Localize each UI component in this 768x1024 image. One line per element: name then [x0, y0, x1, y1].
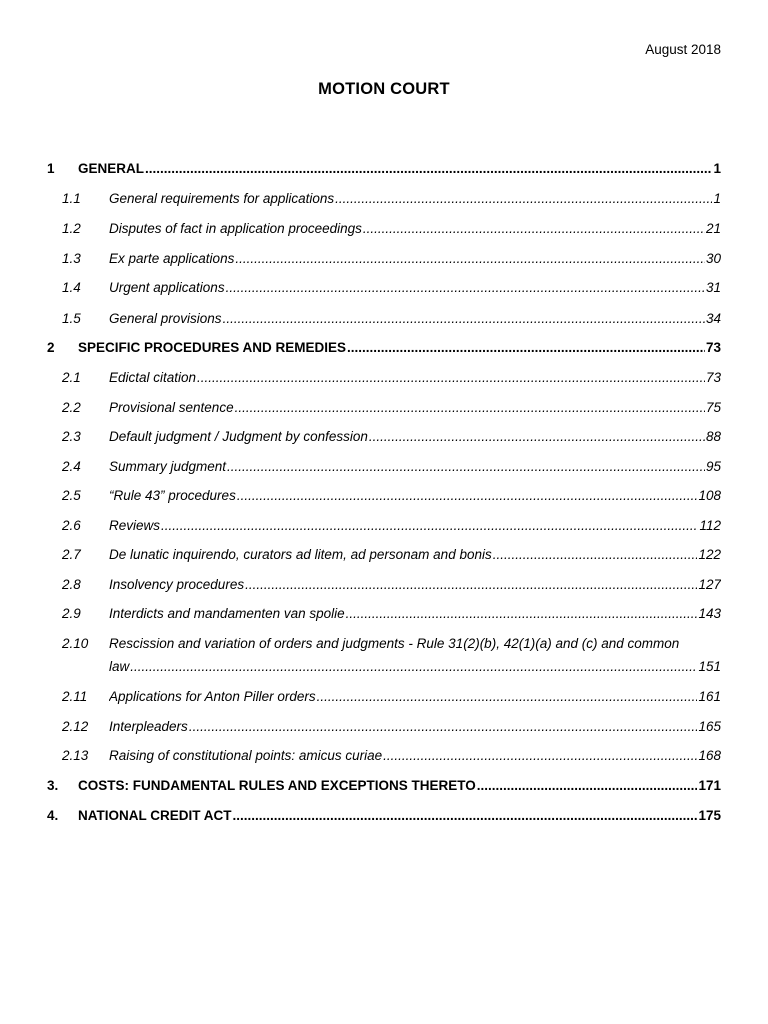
toc-entry-number: 2.8 — [62, 577, 81, 592]
toc-entry-number: 2.7 — [62, 547, 81, 562]
toc-entry-number: 2.2 — [62, 400, 81, 415]
toc-entry-title: Ex parte applications — [109, 251, 235, 266]
toc-entry-title: Reviews — [109, 518, 161, 533]
toc-dot-leader — [130, 659, 697, 675]
toc-dot-leader — [235, 400, 705, 416]
toc-page-number: 88 — [705, 429, 721, 444]
toc-entry-title: NATIONAL CREDIT ACT — [78, 808, 232, 823]
toc-dot-leader — [477, 778, 698, 794]
toc-entry-title: Default judgment / Judgment by confession — [109, 429, 368, 444]
toc-entry-number: 2.11 — [62, 689, 88, 704]
toc-entry-number: 3. — [47, 778, 59, 793]
toc-page-number: 175 — [698, 808, 721, 823]
toc-dot-leader — [233, 808, 698, 824]
toc-entry-number: 1.2 — [62, 221, 81, 236]
toc-entry-number: 1.4 — [62, 280, 81, 295]
document-title: MOTION COURT — [318, 80, 450, 98]
toc-page-number: 122 — [698, 547, 721, 562]
toc-entry-title: law — [109, 659, 130, 674]
toc-page-number: 165 — [698, 719, 721, 734]
toc-entry-title: “Rule 43” procedures — [109, 488, 236, 503]
toc-dot-leader — [189, 719, 698, 735]
toc-dot-leader — [145, 161, 712, 177]
toc-dot-leader — [197, 370, 705, 386]
toc-entry-text-line1: Rescission and variation of orders and judgments - Rule 31(2)(b), 42(1)(a) and (c) and common — [109, 636, 680, 651]
toc-dot-leader — [235, 251, 705, 267]
toc-entry-number: 2.12 — [62, 719, 89, 734]
toc-entry-title: COSTS: FUNDAMENTAL RULES AND EXCEPTIONS THERETO — [78, 778, 476, 793]
toc-page-number: 112 — [699, 518, 721, 533]
toc-page-number: 30 — [705, 251, 721, 266]
toc-page-number: 34 — [705, 311, 721, 326]
toc-entry-number: 1.5 — [62, 311, 81, 326]
toc-dot-leader — [317, 689, 698, 705]
toc-dot-leader — [161, 518, 698, 534]
toc-entry-title: Disputes of fact in application proceedings — [109, 221, 362, 236]
toc-entry-title: Summary judgment — [109, 459, 227, 474]
toc-page-number: 73 — [705, 370, 721, 385]
toc-page-number: 31 — [705, 280, 721, 295]
toc-entry-number: 2.5 — [62, 488, 81, 503]
toc-page-number: 1 — [713, 191, 721, 206]
toc-entry-number: 4. — [47, 808, 59, 823]
toc-page-number: 171 — [698, 778, 721, 793]
toc-entry-number: 2 — [47, 340, 55, 355]
toc-dot-leader — [363, 221, 705, 237]
toc-dot-leader — [245, 577, 697, 593]
toc-entry-number: 1 — [47, 161, 55, 176]
toc-page-number: 75 — [705, 400, 721, 415]
toc-entry-number: 1.1 — [62, 191, 81, 206]
toc-entry-title: Urgent applications — [109, 280, 225, 295]
toc-dot-leader — [347, 340, 705, 356]
toc-entry-number: 2.13 — [62, 748, 89, 763]
toc-page-number: 143 — [698, 606, 721, 621]
toc-page-number: 108 — [698, 488, 721, 503]
toc-dot-leader — [227, 459, 705, 475]
toc-entry-title: Interpleaders — [109, 719, 188, 734]
toc-page-number: 127 — [698, 577, 721, 592]
toc-entry-title: Applications for Anton Piller orders — [109, 689, 316, 704]
toc-entry-number: 2.9 — [62, 606, 81, 621]
toc-dot-leader — [493, 547, 698, 563]
toc-entry-title: GENERAL — [78, 161, 145, 176]
toc-entry-title: General provisions — [109, 311, 222, 326]
toc-entry-number: 1.3 — [62, 251, 81, 266]
toc-dot-leader — [237, 488, 698, 504]
toc-dot-leader — [369, 429, 705, 445]
toc-page-number: 161 — [698, 689, 721, 704]
toc-dot-leader — [223, 311, 705, 327]
toc-entry-title: Interdicts and mandamenten van spolie — [109, 606, 345, 621]
toc-dot-leader — [346, 606, 698, 622]
toc-page-number: 95 — [705, 459, 721, 474]
toc-page-number: 168 — [698, 748, 721, 763]
toc-page-number: 151 — [698, 659, 721, 674]
toc-entry-title: Insolvency procedures — [109, 577, 245, 592]
toc-entry-number: 2.10 — [62, 636, 89, 651]
document-date: August 2018 — [645, 42, 721, 57]
toc-page-number: 21 — [705, 221, 721, 236]
toc-entry-title: De lunatic inquirendo, curators ad litem, ad personam and bonis — [109, 547, 492, 562]
toc-entry-number: 2.1 — [62, 370, 81, 385]
toc-entry-title: SPECIFIC PROCEDURES AND REMEDIES — [78, 340, 347, 355]
toc-entry-number: 2.4 — [62, 459, 81, 474]
toc-dot-leader — [335, 191, 712, 207]
toc-entry-title: General requirements for applications — [109, 191, 335, 206]
toc-entry-number: 2.6 — [62, 518, 81, 533]
toc-entry-title: Raising of constitutional points: amicus curiae — [109, 748, 383, 763]
toc-entry-number: 2.3 — [62, 429, 81, 444]
toc-entry-title: Provisional sentence — [109, 400, 234, 415]
toc-entry-title: Edictal citation — [109, 370, 197, 385]
toc-dot-leader — [383, 748, 697, 764]
toc-page-number: 73 — [705, 340, 721, 355]
toc-page-number: 1 — [713, 161, 721, 176]
toc-dot-leader — [226, 280, 705, 296]
